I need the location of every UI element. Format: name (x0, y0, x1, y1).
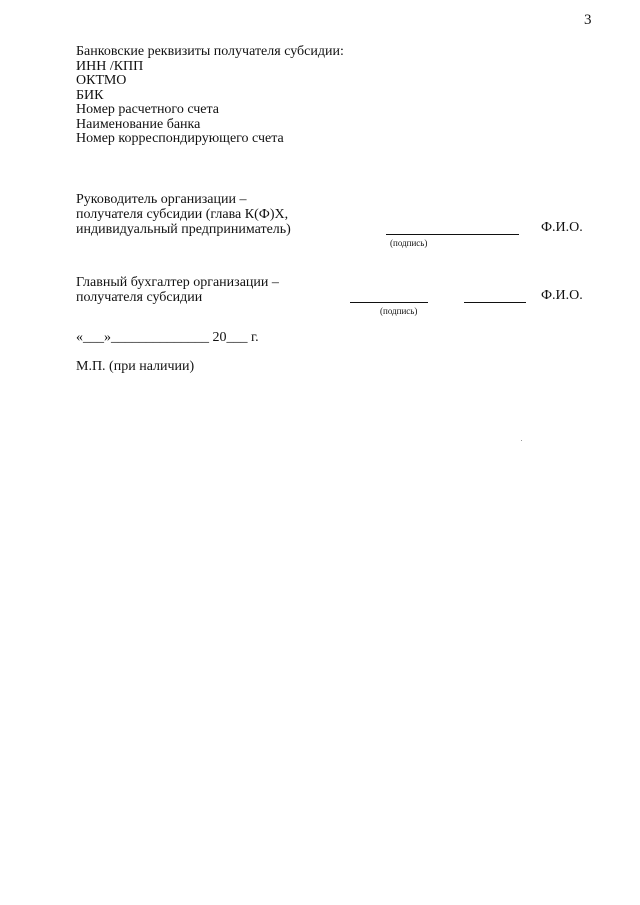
head-signature-block (76, 192, 291, 237)
accountant-name-line[interactable] (464, 302, 526, 303)
head-title-line-2: получателя субсидии (глава К(Ф)Х, (76, 207, 289, 222)
page-number: 3 (584, 12, 592, 28)
stamp-label: М.П. (при наличии) (76, 359, 195, 374)
correspondent-account-label: Номер корреспондирующего счета (76, 131, 284, 146)
inn-kpp-label: ИНН /КПП (76, 58, 144, 74)
date-line[interactable]: «___»______________ 20___ г. (76, 330, 259, 345)
oktmo-label: ОКТМО (76, 73, 127, 88)
accountant-signature-line[interactable] (350, 302, 428, 303)
scan-speck (521, 440, 522, 441)
accountant-signature-block (76, 275, 279, 305)
head-title-line-3: индивидуальный предприниматель) (76, 222, 291, 237)
account-number-label: Номер расчетного счета (76, 102, 220, 117)
bank-details-heading: Банковские реквизиты получателя субсидии: (76, 44, 344, 59)
head-signature-caption: (подпись) (390, 238, 428, 248)
accountant-title-line-1: Главный бухгалтер организации – (76, 275, 279, 290)
bik-label: БИК (76, 87, 104, 103)
head-title-line-1: Руководитель организации – (76, 192, 247, 207)
bank-details (76, 45, 344, 147)
head-fio-label: Ф.И.О. (541, 220, 583, 235)
accountant-fio-label: Ф.И.О. (541, 288, 583, 303)
accountant-signature-caption: (подпись) (380, 306, 418, 316)
accountant-title-line-2: получателя субсидии (76, 290, 203, 305)
head-signature-line[interactable] (386, 234, 519, 235)
bank-name-label: Наименование банка (76, 116, 201, 132)
